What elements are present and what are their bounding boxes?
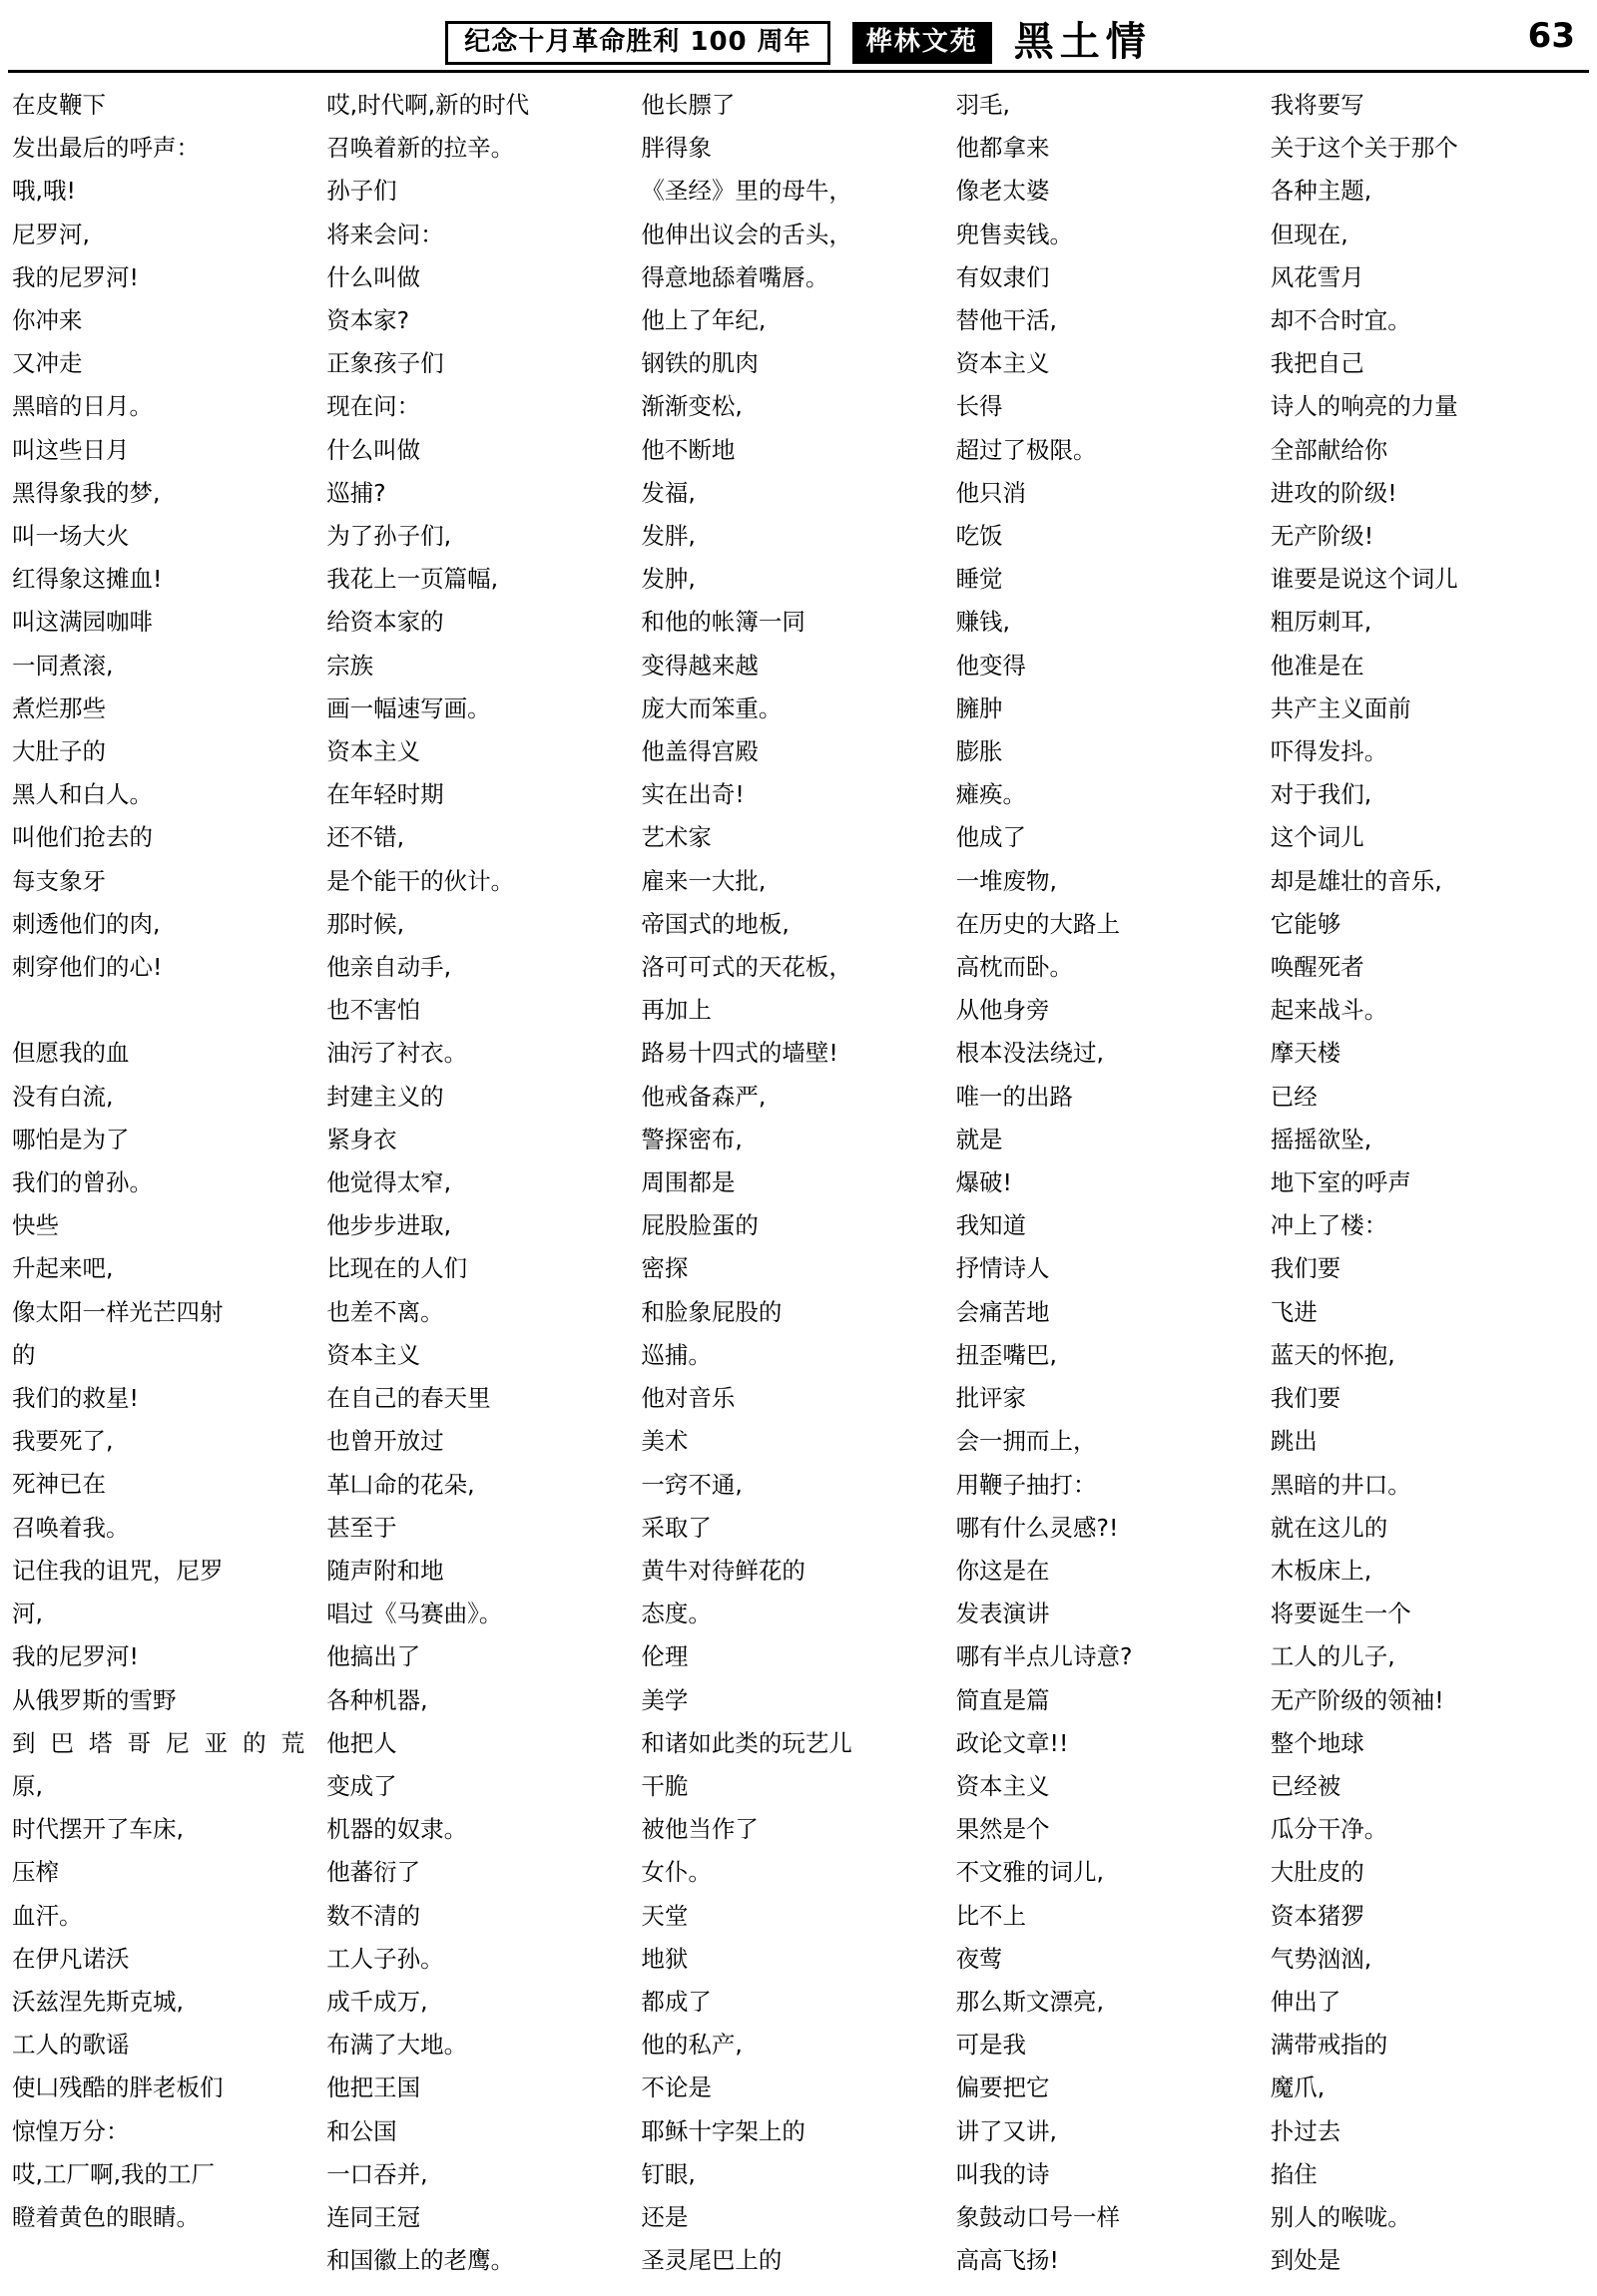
poem-line: 现在问： [326,392,421,421]
column-5 [1271,84,1585,2282]
poem-line: 都成了 [641,1987,712,2016]
poem-line: 机器的奴隶。 [326,1815,468,1844]
poem-line: 再加上 [641,996,712,1025]
column-1 [12,84,326,2282]
poem-line: 唯一的出路 [955,1082,1074,1111]
poem-line: 冲上了楼： [1270,1211,1388,1240]
poem-line: 各种机器, [326,1685,428,1714]
poem-line: 我们的曾孙。 [12,1168,153,1197]
poem-line: 这个词儿 [1270,823,1364,852]
poem-line: 哎,工厂啊,我的工厂 [12,2159,215,2188]
poem-line: 资本主义 [326,737,421,766]
poem-line: 渐渐变松, [641,392,743,421]
poem-line: 封建主义的 [326,1082,444,1111]
poem-line: 可是我 [955,2031,1027,2060]
poem-line: 和脸象屁股的 [641,1297,783,1326]
poem-line: 粗厉刺耳, [1270,608,1372,637]
column-3 [641,84,955,2282]
poem-line: 瓜分干净。 [1270,1815,1388,1844]
poem-line: 圣灵尾巴上的 [641,2246,783,2275]
poem-line: 跳出 [1270,1427,1318,1456]
poem-line: 在自己的春天里 [326,1384,491,1413]
poem-line: 帝国式的地板, [641,909,790,938]
poem-line: 无产阶级! [1270,522,1374,551]
poem-line: 政论文章!! [955,1728,1069,1757]
poem-line: 关于这个关于那个 [1270,134,1458,163]
poem-line: 资本主义 [955,349,1050,378]
poem-line: 和诸如此类的玩艺儿 [641,1728,852,1757]
poem-line: 连同王冠 [326,2202,421,2231]
poem-line: 钉眼, [641,2159,696,2188]
poem-line: 叫这些日月 [12,435,130,464]
poem-line: 大肚皮的 [1270,1858,1364,1887]
poem-line: 就是 [955,1125,1003,1153]
poem-line: 实在出奇! [641,780,745,809]
poem-line: 被他当作了 [641,1815,759,1844]
poem-line: 摇摇欲坠, [1270,1125,1372,1153]
poem-line: 他长膘了 [641,91,736,119]
poem-line: 我花上一页篇幅, [326,565,499,594]
poem-line: 和国徽上的老鹰。 [326,2246,515,2275]
poem-line: 洛可可式的天花板， [641,953,852,982]
poem-line: 地下室的呼声 [1270,1168,1411,1197]
poem-line: 气势汹汹, [1270,1944,1372,1973]
poem-line: 却不合时宜。 [1270,306,1411,335]
poem-line: 资本家? [326,306,410,335]
poem-line: 也不害怕 [326,996,421,1025]
poem-line: 也差不离。 [326,1297,444,1326]
poem-line: 他不断地 [641,435,736,464]
poem-line: 他步步进取, [326,1211,452,1240]
poem-line: 他搞出了 [326,1642,421,1671]
poem-line: 他都拿来 [955,134,1050,163]
column-4 [956,84,1271,2282]
poem-line: 全部献给你 [1270,435,1388,464]
poem-line: 一口吞并, [326,2159,428,2188]
poem-line: 用鞭子抽打： [955,1470,1097,1499]
poem-line: 诗人的响亮的力量 [1270,392,1458,421]
poem-line: 无产阶级的领袖! [1270,1685,1444,1714]
poem-line: 他亲自动手, [326,953,452,982]
poem-line: 女仆。 [641,1858,712,1887]
poem-line: 谁要是说这个词儿 [1270,565,1458,594]
poem-line: 资本猪猡 [1270,1901,1364,1930]
poem-line: 艺术家 [641,823,712,852]
poem-line: 在年轻时期 [326,780,444,809]
poem-line: 批评家 [955,1384,1027,1413]
poem-line: 黄牛对待鲜花的 [641,1556,805,1585]
poem-line: 会一拥而上， [955,1427,1097,1456]
poem-line: 臃肿 [955,693,1003,722]
poem-line: 屁股脸蛋的 [641,1211,759,1240]
poem-line: 简直是篇 [955,1685,1050,1714]
poem-line: 象鼓动口号一样 [955,2202,1121,2231]
anniversary-banner: 纪念十月革命胜利 100 周年 [445,21,829,65]
poem-line: 他只消 [955,478,1027,507]
poem-line: 地狱 [641,1944,689,1973]
poem-line: 时代摆开了车床, [12,1815,184,1844]
poem-line: 兜售卖钱。 [955,220,1074,248]
poem-line: 紧身衣 [326,1125,397,1153]
poem-line: 孙子们 [326,177,397,206]
poem-line: 他变得 [955,651,1027,680]
poem-line: 红得象这摊血! [12,565,163,594]
poem-line: 和公国 [326,2116,397,2145]
poem-line: 采取了 [641,1513,712,1542]
section-title-badge: 桦林文苑 [852,22,992,64]
poem-line: 干脆 [641,1771,689,1800]
poem-line: 布满了大地。 [326,2031,468,2060]
poem-line: 天堂 [641,1901,689,1930]
poem-line: 他的私产, [641,2031,743,2060]
poem-line: 夜莺 [955,1944,1003,1973]
poem-line: 伸出了 [1270,1987,1341,2016]
poem-line: 就在这儿的 [1270,1513,1388,1542]
poem-line: 密探 [641,1254,689,1283]
poem-line: 扭歪嘴巴, [955,1340,1058,1369]
poem-line: 美术 [641,1427,689,1456]
poem-line: 他伸出议会的舌头， [641,220,852,248]
poem-line: 还不错, [326,823,405,852]
poem-line: 他把人 [326,1728,397,1757]
poem-line: 革凵命的花朵, [326,1470,475,1499]
poem-line: 抒情诗人 [955,1254,1050,1283]
poem-line: 风花雪月 [1270,262,1364,291]
poem-line: 哪有半点儿诗意? [955,1642,1133,1671]
poem-line: 已经被 [1270,1771,1341,1800]
poem-line: 死神已在 [12,1470,106,1499]
poem-line: 召唤着新的拉辛。 [326,134,515,163]
column-2 [326,84,641,2282]
poem-line: 爆破! [955,1168,1012,1197]
poem-line: 讲了又讲, [955,2116,1058,2145]
poem-line: 变得越来越 [641,651,759,680]
poem-line: 哪怕是为了 [12,1125,130,1153]
poem-line: 但现在, [1270,220,1348,248]
poem-line: 他戒备森严, [641,1082,767,1111]
poem-line: 我的尼罗河! [12,262,139,291]
poem-line: 河, [12,1600,43,1628]
poem-line: 他把王国 [326,2073,421,2102]
poem-line: 警探密布, [641,1125,743,1153]
poem-line: 血汗。 [12,1901,83,1930]
poem-line: 从俄罗斯的雪野 [12,1685,177,1714]
poem-line: 你冲来 [12,306,83,335]
poem-line: 升起来吧, [12,1254,114,1283]
poem-line: 美学 [641,1685,689,1714]
poem-line: 超过了极限。 [955,435,1097,464]
poem-line: 整个地球 [1270,1728,1364,1757]
poem-line: 已经 [1270,1082,1318,1111]
poem-line: 正象孩子们 [326,349,444,378]
poem-line: 掐住 [1270,2159,1318,2188]
poem-line: 叫我的诗 [955,2159,1050,2188]
poem-line: 什么叫做 [326,435,421,464]
poem-line: 刺穿他们的心! [12,953,163,982]
poem-line: 偏要把它 [955,2073,1050,2102]
poem-line: 吓得发抖。 [1270,737,1388,766]
poem-line: 发胖, [641,522,696,551]
poem-line: 工人的歌谣 [12,2031,130,2060]
poem-line: 那时候, [326,909,405,938]
poem-line: 叫他们抢去的 [12,823,153,852]
poem-line: 膨胀 [955,737,1003,766]
poem-line: 我把自己 [1270,349,1364,378]
poem-line: 到处是 [1270,2246,1341,2275]
poem-line: 他准是在 [1270,651,1364,680]
page-header [0,0,1597,72]
poem-line: 数不清的 [326,1901,421,1930]
poem-line: 原, [12,1771,43,1800]
poem-line: 使凵残酷的胖老板们 [12,2073,224,2102]
poem-line: 周围都是 [641,1168,736,1197]
poem-line: 成千成万, [326,1987,428,2016]
poem-line: 尼罗河, [12,220,90,248]
poem-line: 黑得象我的梦, [12,478,161,507]
poem-line: 我们的救星! [12,1384,139,1413]
poem-line: 黑人和白人。 [12,780,153,809]
header-inner [445,18,1152,65]
poem-line: 吃饭 [955,522,1003,551]
poem-line: 像老太婆 [955,177,1050,206]
poem-line: 起来战斗。 [1270,996,1388,1025]
poem-line: 巡捕? [326,478,386,507]
poem-line: 我们要 [1270,1384,1341,1413]
poem-line: 画一幅速写画。 [326,693,491,722]
poem-line: 对于我们, [1270,780,1372,809]
poem-line: 他对音乐 [641,1384,736,1413]
poem-line: 比现在的人们 [326,1254,468,1283]
poem-line: 会痛苦地 [955,1297,1050,1326]
poem-line: 长得 [955,392,1003,421]
poem-line: 摩天楼 [1270,1039,1341,1068]
poem-columns [12,84,1585,2282]
poem-line: 钢铁的肌肉 [641,349,759,378]
poem-line: 在伊凡诺沃 [12,1944,130,1973]
poem-line: 大肚子的 [12,737,106,766]
poem-line: 叫一场大火 [12,522,130,551]
poem-line: 每支象牙 [12,866,106,895]
poem-line: 雇来一大批, [641,866,767,895]
poem-line: 给资本家的 [326,608,444,637]
poem-line: 像太阳一样光芒四射 [12,1297,224,1326]
poem-line: 压榨 [12,1858,59,1887]
poem-line: 一同煮滚, [12,651,114,680]
publication-logo: 黑土情 [1013,18,1152,65]
poem-line: 和他的帐簿一同 [641,608,805,637]
poem-line-blank [12,989,316,1032]
poem-line: 刺透他们的肉, [12,909,161,938]
poem-line: 唱过《马赛曲》。 [326,1600,503,1628]
poem-line: 共产主义面前 [1270,693,1411,722]
poem-line: 耶稣十字架上的 [641,2116,805,2145]
poem-line: 瞪着黄色的眼睛。 [12,2202,200,2231]
poem-line: 扑过去 [1270,2116,1341,2145]
poem-line: 他盖得宫殿 [641,737,759,766]
poem-line: 资本主义 [326,1340,421,1369]
poem-line: 一窍不通, [641,1470,743,1499]
poem-line: 羽毛, [955,91,1011,119]
poem-line: 哪有什么灵感?! [955,1513,1119,1542]
poem-line: 哎,时代啊,新的时代 [326,91,530,119]
poem-line: 满带戒指的 [1270,2031,1388,2060]
poem-line: 叫这满园咖啡 [12,608,153,637]
poem-line: 是个能干的伙计。 [326,866,515,895]
poem-line: 睡觉 [955,565,1003,594]
poem-line: 资本主义 [955,1771,1050,1800]
poem-line: 黑暗的日月。 [12,392,153,421]
poem-line: 的 [12,1340,36,1369]
poem-line: 也曾开放过 [326,1427,444,1456]
poem-line: 有奴隶们 [955,262,1050,291]
poem-line: 记住我的诅咒，尼罗 [12,1556,224,1585]
poem-line: 工人子孙。 [326,1944,444,1973]
poem-line: 发福, [641,478,696,507]
poem-line: 快些 [12,1211,59,1240]
poem-line: 甚至于 [326,1513,397,1542]
poem-line: 木板床上, [1270,1556,1372,1585]
poem-line: 将来会问： [326,220,444,248]
poem-line: 召唤着我。 [12,1513,130,1542]
poem-line: 那么斯文漂亮, [955,1987,1105,2016]
poem-line: 随声附和地 [326,1556,444,1585]
poem-line: 哦,哦! [12,177,76,206]
poem-line: 煮烂那些 [12,693,106,722]
poem-line: 油污了衬衣。 [326,1039,468,1068]
header-divider [8,70,1589,73]
poem-line: 巡捕。 [641,1340,712,1369]
poem-line: 果然是个 [955,1815,1050,1844]
poem-line: 《圣经》里的母牛， [641,177,852,206]
poem-line: 他上了年纪, [641,306,767,335]
poem-line: 我们要 [1270,1254,1341,1283]
poem-line: 工人的儿子, [1270,1642,1395,1671]
poem-line: 为了孙子们, [326,522,452,551]
poem-line: 他觉得太窄, [326,1168,452,1197]
poem-line: 我的尼罗河! [12,1642,139,1671]
poem-line: 宗族 [326,651,374,680]
poem-line: 但愿我的血 [12,1039,130,1068]
poem-line: 惊惶万分： [12,2116,130,2145]
poem-line: 他成了 [955,823,1027,852]
poem-line: 不论是 [641,2073,712,2102]
poem-line: 胖得象 [641,134,712,163]
poem-line: 根本没法绕过, [955,1039,1105,1068]
poem-line: 一堆废物, [955,866,1058,895]
poem-line: 它能够 [1270,909,1341,938]
poem-line: 从他身旁 [955,996,1050,1025]
poem-line: 你这是在 [955,1556,1050,1585]
poem-line: 态度。 [641,1600,712,1628]
poem-line: 发出最后的呼声： [12,134,200,163]
poem-line: 赚钱, [955,608,1011,637]
poem-line: 在皮鞭下 [12,91,106,119]
poem-line: 瘫痪。 [955,780,1027,809]
poem-line: 没有白流, [12,1082,114,1111]
poem-line: 路易十四式的墙壁! [641,1039,838,1068]
poem-line: 魔爪, [1270,2073,1326,2102]
poem-line: 比不上 [955,1901,1027,1930]
poem-line: 高枕而卧。 [955,953,1074,982]
poem-line: 我将要写 [1270,91,1364,119]
poem-line: 进攻的阶级! [1270,478,1397,507]
poem-line: 得意地舔着嘴唇。 [641,262,829,291]
poem-line: 在历史的大路上 [955,909,1121,938]
poem-line: 沃兹涅先斯克城, [12,1987,184,2016]
poem-line: 伦理 [641,1642,689,1671]
poem-line: 蓝天的怀抱, [1270,1340,1395,1369]
poem-line: 将要诞生一个 [1270,1600,1411,1628]
poem-line: 发表演讲 [955,1600,1050,1628]
poem-line: 各种主题, [1270,177,1372,206]
poem-line: 什么叫做 [326,262,421,291]
poem-line: 飞进 [1270,1297,1318,1326]
poem-line: 变成了 [326,1771,397,1800]
poem-line: 到巴塔哥尼亚的荒 [12,1728,305,1757]
poem-line: 唤醒死者 [1270,953,1364,982]
poem-line: 不文雅的词儿, [955,1858,1105,1887]
poem-line: 发肿, [641,565,696,594]
page-number: 63 [1527,16,1575,56]
poem-line: 又冲走 [12,349,83,378]
poem-line: 我要死了, [12,1427,114,1456]
poem-line: 却是雄壮的音乐, [1270,866,1442,895]
poem-line: 黑暗的井口。 [1270,1470,1411,1499]
poem-line: 替他干活, [955,306,1058,335]
poem-line: 高高飞扬! [955,2246,1059,2275]
poem-line: 还是 [641,2202,689,2231]
poem-line: 我知道 [955,1211,1027,1240]
poem-line: 庞大而笨重。 [641,693,783,722]
poem-line: 别人的喉咙。 [1270,2202,1411,2231]
poem-line: 他蕃衍了 [326,1858,421,1887]
